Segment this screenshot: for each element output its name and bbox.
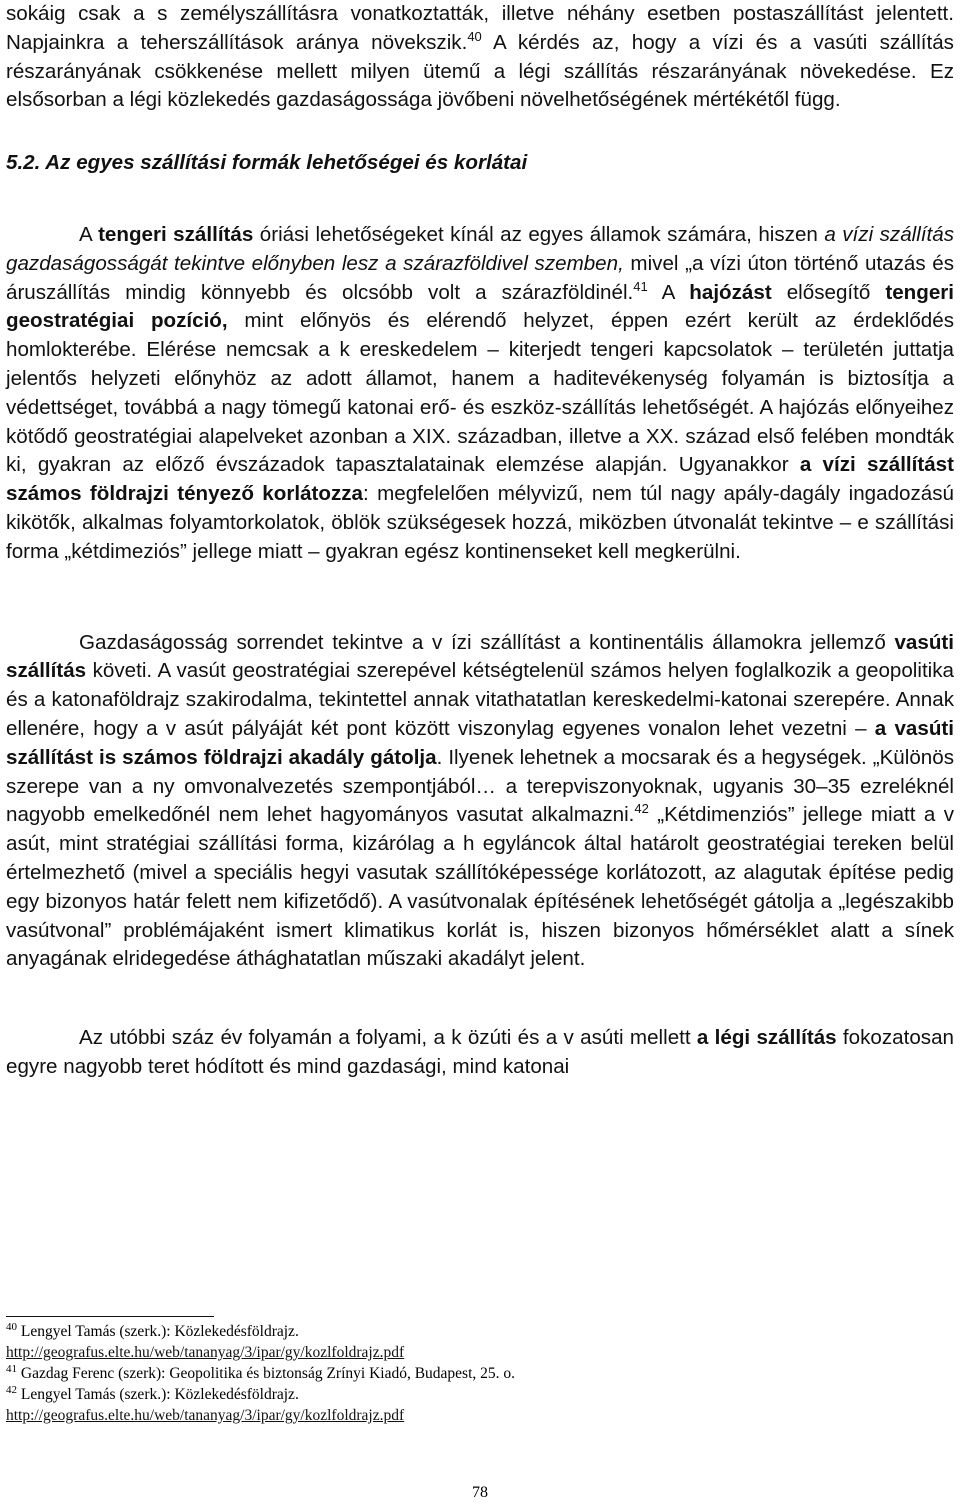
footnote-ref-42[interactable]: 42	[634, 801, 649, 817]
paragraph-text: Az utóbbi száz év folyamán a folyami, a k özúti és a v asúti mellett	[79, 1026, 697, 1050]
footnote-ref-41[interactable]: 41	[633, 278, 648, 294]
footnote-number: 40	[6, 1320, 17, 1333]
bold-term: a vasúti szállítást is számos földrajzi akadály gátolja	[6, 716, 954, 769]
paragraph-text: A	[79, 222, 99, 246]
footnotes	[6, 1316, 946, 1426]
section-heading: 5.2. Az egyes szállítási formák lehetőségei és korlátai	[6, 151, 528, 175]
paragraph-text: fokozatosan egyre nagyobb teret hódított és mind gazdasági, mind katonai	[6, 1026, 954, 1078]
footnote-41	[6, 1363, 946, 1384]
italic-phrase: a vízi szállítás gazdaságosságát tekintve előnyben lesz a szárazföldivel szemben,	[6, 222, 955, 275]
footnote-text: Lengyel Tamás (szerk.): Közlekedésföldrajz.	[17, 1386, 299, 1403]
bold-term: hajózást	[689, 280, 772, 304]
paragraph-text: A	[647, 280, 690, 304]
paragraph-text: óriási lehetőségeket kínál az egyes államok számára, hiszen	[253, 222, 825, 246]
paragraph-air-transport	[6, 1024, 954, 1082]
paragraph-text: sokáig csak a s zemélyszállításra vonatkoztatták, illetve néhány esetben postaszállítást jelentett. Napjainkra a teherszállítások aránya növekszik.	[6, 2, 954, 54]
paragraph-text: követi. A vasút geostratégiai szerepével kétségtelenül számos helyen foglalkozik a geopolitika és a katonaföldrajz szakirodalma, tekintettel annak vitathatatlan kereskedelmi-katonai szerepére. Annak ellenére, hogy a v asút pályáját két pont között viszonylag egyenes vonalon lehet vezetni –	[6, 659, 954, 740]
paragraph-text: elősegítő	[771, 280, 886, 304]
bold-term: a légi szállítás	[696, 1026, 837, 1050]
footnote-number: 41	[6, 1362, 17, 1375]
footnote-42-link-line	[6, 1405, 946, 1426]
footnote-40-link[interactable]: http://geografus.elte.hu/web/tananyag/3/ipar/gy/kozlfoldrajz.pdf	[6, 1344, 405, 1361]
footnote-ref-40[interactable]: 40	[467, 28, 482, 44]
paragraph-text: „Kétdimenziós” jellege miatt a v asút, mint stratégiai szállítási forma, kizárólag a h egyláncok által határolt geostratégiai tereken belül értelmezhető (mivel a speciális hegyi vasutak szállítóképessége korlátozott, az alagutak építése pedig egy bizonyos határ felett nem kifizetődő). A vasútvonalak építésének lehetőségét gátolja a „legészakibb vasútvonal” problémájaként ismert klimatikus korlát is, hiszen bizonyos hőmérséklet alatt a sínek anyagának elridegedése áthághatatlan műszaki akadályt jelent.	[6, 803, 954, 971]
bold-term: tengeri szállítás	[98, 222, 254, 246]
bold-term: a vízi szállítást számos földrajzi tényező korlátozza	[6, 453, 954, 506]
page-number: 78	[472, 1484, 488, 1501]
footnote-42-link[interactable]: http://geografus.elte.hu/web/tananyag/3/ipar/gy/kozlfoldrajz.pdf	[6, 1407, 405, 1424]
bold-term: vasúti szállítás	[6, 630, 954, 683]
footnote-text: Lengyel Tamás (szerk.): Közlekedésföldrajz.	[17, 1323, 299, 1340]
paragraph-text: A kérdés az, hogy a vízi és a vasúti szállítás részarányának csökkenése mellett milyen ütemű a légi szállítás részarányának növekedése. Ez elsősorban a légi közlekedés gazdaságossága jövőbeni növelhetőségének mértékétől függ.	[6, 30, 954, 112]
paragraph-text: . Ilyenek lehetnek a mocsarak és a hegységek. „Különös szerepe van a ny omvonalvezetés szempontjából… a terepviszonyoknak, ugyanis 30–35 ezreléknél nagyobb emelkedőnél nem lehet hagyományos vasutat alkalmazni.	[6, 745, 954, 827]
bold-term: tengeri geostratégiai pozíció,	[6, 280, 955, 333]
footnote-42	[6, 1384, 946, 1405]
paragraph-text: : megfelelően mélyvizű, nem túl nagy apály-dagály ingadozású kikötők, alkalmas folyamtorkolatok, öblök szükségesek hozzá, miközben útvonalát tekintve – e szállítási forma „kétdimeziós” jellege miatt – gyakran egész kontinenseket kell megkerülni.	[6, 482, 954, 563]
footnote-text: Gazdag Ferenc (szerk): Geopolitika és biztonság Zrínyi Kiadó, Budapest, 25. o.	[17, 1365, 516, 1382]
footnote-number: 42	[6, 1383, 17, 1396]
footnote-40	[6, 1321, 946, 1342]
footnote-40-link-line	[6, 1342, 946, 1363]
paragraph-text: Gazdaságosság sorrendet tekintve a v ízi szállítást a kontinentális államokra jellemző	[79, 630, 895, 654]
paragraph-intro	[6, 0, 954, 115]
paragraph-text: mivel „a vízi úton történő utazás és áruszállítás mindig könnyebb és olcsóbb volt a szárazföldinél.	[6, 251, 954, 304]
paragraph-sea-transport	[6, 221, 954, 567]
paragraph-rail-transport	[6, 629, 954, 975]
footnote-separator	[6, 1316, 214, 1317]
paragraph-text: mint előnyös és elérendő helyzet, éppen ezért került az érdeklődés homlokterébe. Elérése nemcsak a k ereskedelem – kiterjedt tengeri kapcsolatok – területén juttatja jelentős helyzeti előnyhöz az adott államot, hanem a haditevékenység folyamán is biztosítja a védettséget, továbbá a nagy tömegű katonai erő- és eszköz-szállítás lehetőségét. A hajózás előnyeihez kötődő geostratégiai alapelveket azonban a XIX. században, illetve a XX. század első felében mondták ki, gyakran az előző évszázadok tapasztalatainak elemzése alapján. Ugyanakkor	[6, 309, 954, 477]
